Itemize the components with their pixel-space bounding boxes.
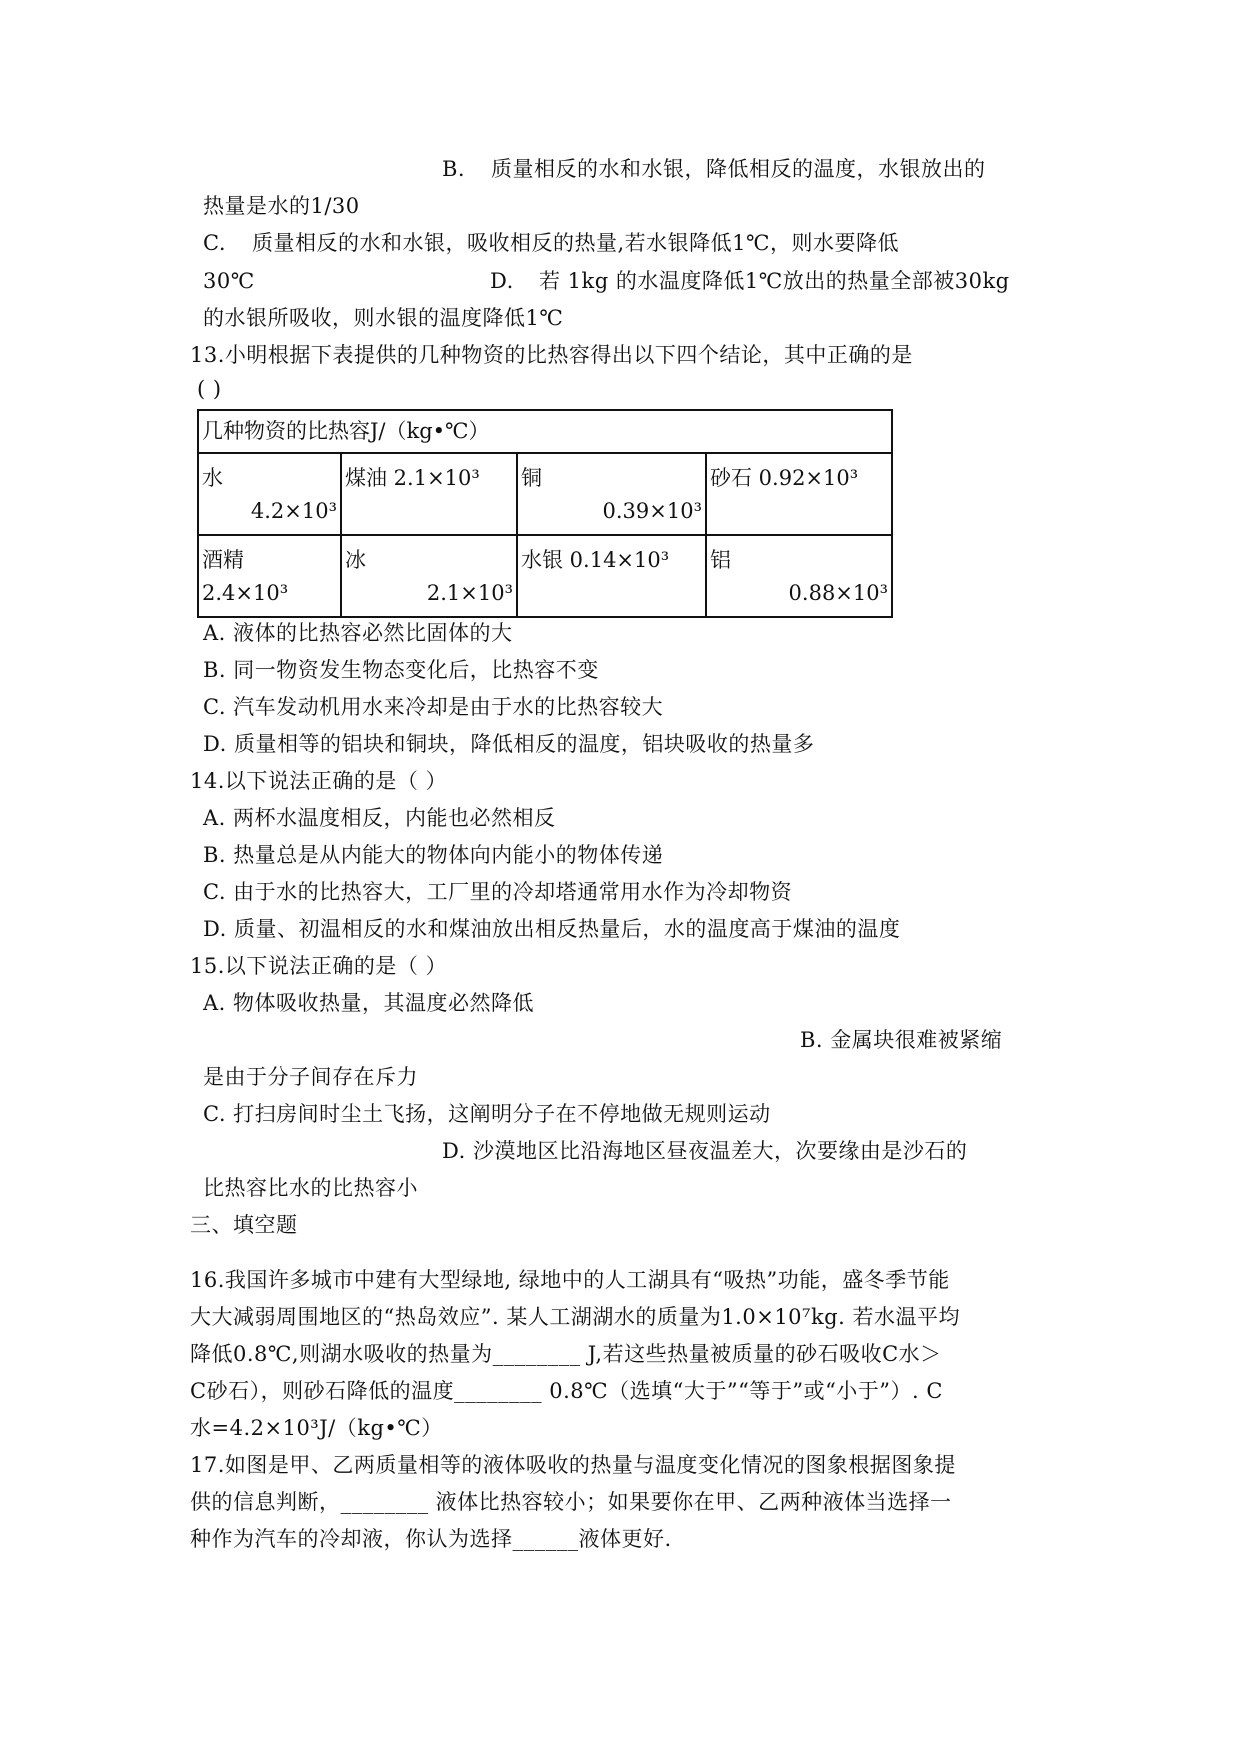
q14-option-a: A. 两杯水温度相反，内能也必然相反 bbox=[203, 806, 556, 830]
cell-value: 2.1×10³ bbox=[426, 581, 513, 605]
table-cell-ice bbox=[341, 535, 517, 617]
q15-stem: 15.以下说法正确的是（ ） bbox=[190, 954, 448, 978]
table-cell-water bbox=[198, 453, 341, 535]
q17-line-3: 种作为汽车的冷却液，你认为选择______液体更好. bbox=[190, 1527, 672, 1551]
cell-value: 0.88×10³ bbox=[788, 581, 889, 605]
q12-option-b-label: B. bbox=[442, 157, 466, 181]
q14-option-c: C. 由于水的比热容大，工厂里的冷却塔通常用水作为冷却物资 bbox=[203, 880, 793, 904]
q15-option-a: A. 物体吸收热量，其温度必然降低 bbox=[203, 991, 535, 1015]
cell-name: 煤油 2.1×10³ bbox=[345, 466, 480, 490]
q15-option-d: D. 沙漠地区比沿海地区昼夜温差大，次要缘由是沙石的 bbox=[442, 1139, 968, 1163]
q16-line-1: 16.我国许多城市中建有大型绿地, 绿地中的人工湖具有“吸热”功能，盛冬季节能 bbox=[190, 1268, 950, 1292]
q13-answer-paren: ( ) bbox=[197, 377, 222, 401]
table-cell-kerosene bbox=[341, 453, 517, 535]
q17-line-2: 供的信息判断，________ 液体比热容较小；如果要你在甲、乙两种液体当选择一 bbox=[190, 1490, 952, 1514]
cell-name: 铜 bbox=[521, 466, 542, 490]
q13-option-d: D. 质量相等的铝块和铜块，降低相反的温度，铝块吸收的热量多 bbox=[203, 732, 815, 756]
q12-option-c-text: 质量相反的水和水银，吸收相反的热量,若水银降低1℃，则水要降低 bbox=[252, 231, 900, 255]
cell-name: 酒精 bbox=[202, 548, 244, 572]
cell-value: 0.39×10³ bbox=[602, 499, 702, 523]
cell-value: 4.2×10³ bbox=[250, 499, 337, 523]
q12-option-b-text: 质量相反的水和水银，降低相反的温度，水银放出的 bbox=[491, 157, 986, 181]
q12-option-d-label: D. bbox=[490, 269, 514, 293]
q16-line-2: 大大减弱周围地区的“热岛效应”. 某人工湖湖水的质量为1.0×10⁷kg. 若水温平均 bbox=[190, 1305, 960, 1329]
table-cell-gravel bbox=[706, 453, 892, 535]
q16-line-5: 水=4.2×10³J/（kg•℃） bbox=[190, 1416, 443, 1440]
cell-value: 2.4×10³ bbox=[202, 581, 289, 605]
q15-option-b-continued: 是由于分子间存在斥力 bbox=[203, 1065, 418, 1089]
q15-option-d-continued: 比热容比水的比热容小 bbox=[203, 1176, 418, 1200]
q13-option-a: A. 液体的比热容必然比固体的大 bbox=[203, 621, 513, 645]
cell-name: 冰 bbox=[345, 548, 366, 572]
q12-option-d-text: 若 1kg 的水温度降低1℃放出的热量全部被30kg bbox=[539, 269, 1010, 293]
q13-stem: 13.小明根据下表提供的几种物资的比热容得出以下四个结论，其中正确的是 bbox=[190, 343, 913, 367]
q12-option-c-label: C. bbox=[203, 231, 226, 255]
q13-option-c: C. 汽车发动机用水来冷却是由于水的比热容较大 bbox=[203, 695, 664, 719]
table-cell-copper bbox=[517, 453, 706, 535]
cell-name: 铝 bbox=[710, 548, 731, 572]
section-heading: 三、填空题 bbox=[190, 1213, 298, 1237]
table-cell-aluminum bbox=[706, 535, 892, 617]
q13-option-b: B. 同一物资发生物态变化后，比热容不变 bbox=[203, 658, 599, 682]
cell-name: 水 bbox=[202, 466, 223, 490]
table-header: 几种物资的比热容J/（kg•℃） bbox=[198, 410, 892, 453]
q17-line-1: 17.如图是甲、乙两质量相等的液体吸收的热量与温度变化情况的图象根据图象提 bbox=[190, 1453, 956, 1477]
q15-option-b: B. 金属块很难被紧缩 bbox=[800, 1028, 1003, 1052]
q15-option-c: C. 打扫房间时尘土飞扬，这阐明分子在不停地做无规则运动 bbox=[203, 1102, 771, 1126]
q16-line-4: C砂石），则砂石降低的温度________ 0.8℃（选填“大于”“等于”或“小于”）. C bbox=[190, 1379, 943, 1403]
cell-name: 水银 0.14×10³ bbox=[521, 548, 670, 572]
q12-option-d-continued: 的水银所吸收，则水银的温度降低1℃ bbox=[203, 306, 564, 330]
q16-line-3: 降低0.8℃,则湖水吸收的热量为________ J,若这些热量被质量的砂石吸收C水＞ bbox=[190, 1342, 942, 1366]
q14-option-b: B. 热量总是从内能大的物体向内能小的物体传递 bbox=[203, 843, 664, 867]
specific-heat-table bbox=[197, 409, 893, 618]
table-cell-mercury bbox=[517, 535, 706, 617]
q14-option-d: D. 质量、初温相反的水和煤油放出相反热量后，水的温度高于煤油的温度 bbox=[203, 917, 901, 941]
q12-option-c-continued: 30℃ bbox=[203, 269, 255, 293]
cell-name: 砂石 0.92×10³ bbox=[710, 466, 859, 490]
table-cell-alcohol bbox=[198, 535, 341, 617]
q12-option-b-continued: 热量是水的1/30 bbox=[203, 194, 360, 218]
q14-stem: 14.以下说法正确的是（ ） bbox=[190, 769, 448, 793]
